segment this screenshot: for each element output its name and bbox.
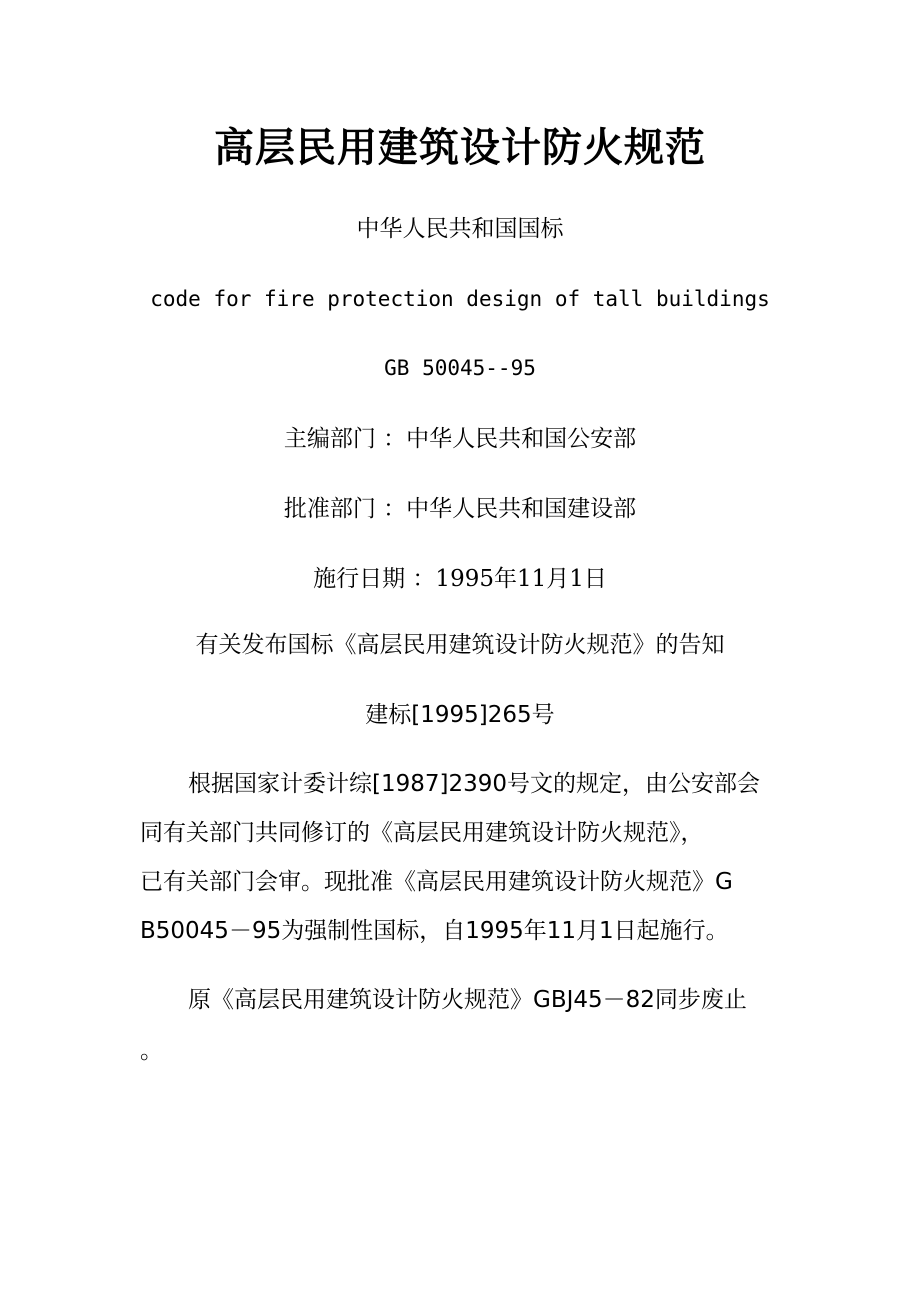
effective-date: 施行日期 ：1995年11月1日	[313, 566, 607, 592]
document-subtitle: 中华人民共和国国标	[356, 216, 564, 242]
document-title: 高层民用建筑设计防火规范	[214, 125, 706, 171]
paragraph-1-line-1: 根据国家计委计综[1987]2390号文的规定，由公安部会	[188, 771, 761, 797]
paragraph-1-line-3: 已有关部门会审。现批准《高层民用建筑设计防火规范》G	[140, 869, 733, 895]
notice-title: 有关发布国标《高层民用建筑设计防火规范》的告知	[195, 632, 725, 658]
standard-code: GB 50045--95	[384, 356, 536, 380]
approver-department: 批准部门 ：中华人民共和国建设部	[283, 496, 637, 522]
paragraph-1-line-2: 同有关部门共同修订的《高层民用建筑设计防火规范》，	[140, 820, 704, 846]
paragraph-2-line-1: 原《高层民用建筑设计防火规范》GBJ45－82同步废止	[188, 987, 747, 1013]
notice-number: 建标[1995]265号	[365, 702, 555, 728]
paragraph-2-line-2: 。	[140, 1038, 163, 1064]
paragraph-1-line-4: B50045－95为强制性国标，自1995年11月1日起施行。	[140, 918, 729, 944]
editor-department: 主编部门 ：中华人民共和国公安部	[283, 426, 637, 452]
english-title: code for fire protection design of tall buildings	[150, 287, 770, 311]
